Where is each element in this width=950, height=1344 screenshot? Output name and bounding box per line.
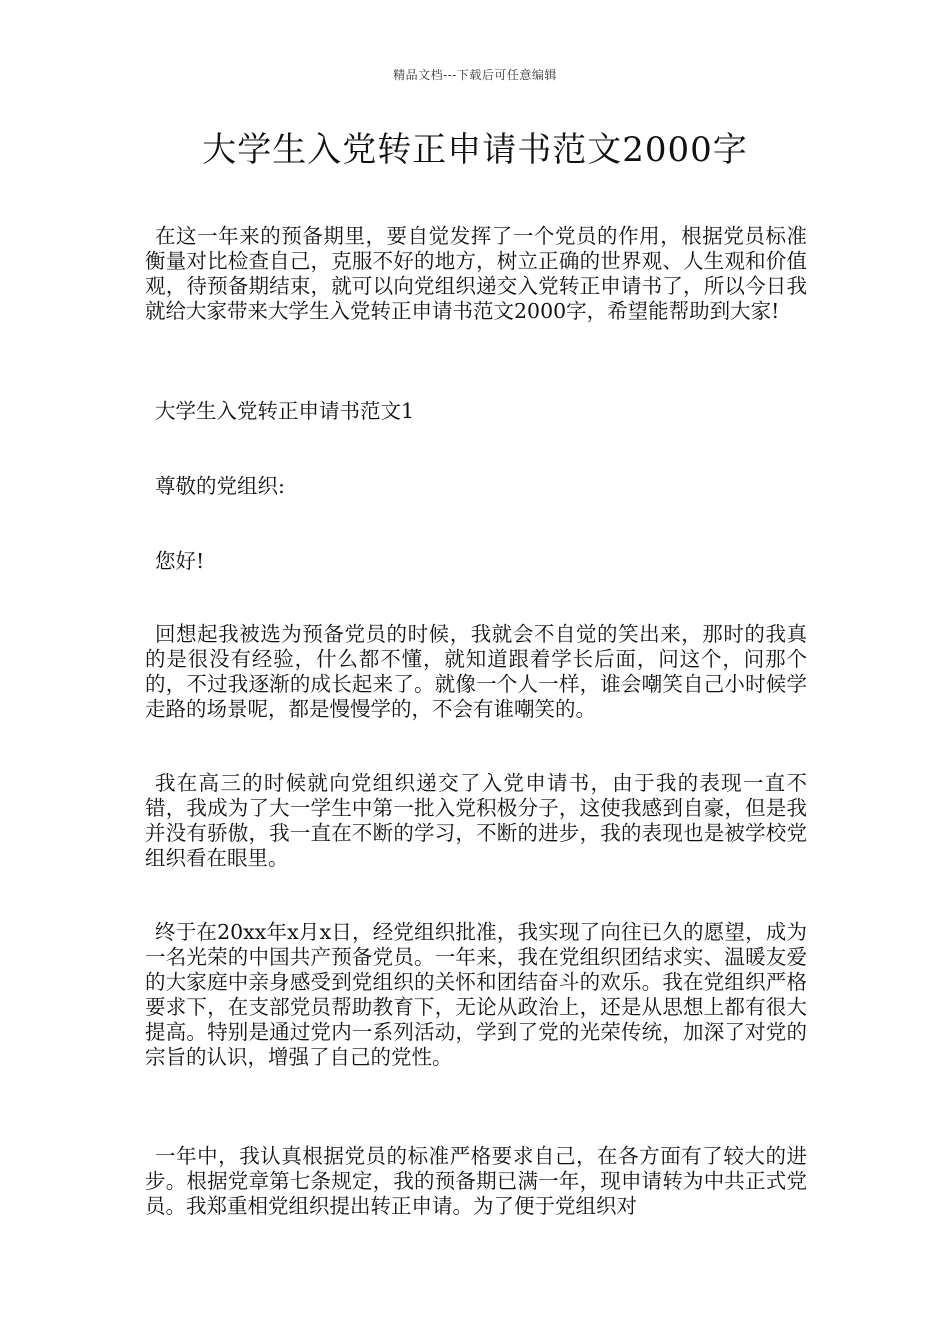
body-paragraph-3: 终于在20xx年x月x日，经党组织批准，我实现了向往已久的愿望，成为一名光荣的中国共产预备党员。一年来，我在党组织团结求实、温暖友爱的大家庭中亲身感受到党组织的关怀和团结奋斗的欢乐。我在党组织严格要求下，在支部党员帮助教育下，无论从政治上，还是从思想上都有很大提高。特别是通过党内一系列活动，学到了党的光荣传统，加深了对党的宗旨的认识，增强了自己的党性。 <box>145 920 807 1069</box>
salutation: 尊敬的党组织: <box>155 474 285 498</box>
body-paragraph-1: 回想起我被选为预备党员的时候，我就会不自觉的笑出来，那时的我真的是很没有经验，什么都不懂，就知道跟着学长后面，问这个，问那个的，不过我逐渐的成长起来了。就像一个人一样，谁会嘲笑自己小时候学走路的场景呢，都是慢慢学的，不会有谁嘲笑的。 <box>145 622 807 721</box>
greeting: 您好! <box>155 549 205 573</box>
document-title: 大学生入党转正申请书范文2000字 <box>202 130 748 170</box>
intro-paragraph: 在这一年来的预备期里，要自觉发挥了一个党员的作用，根据党员标准衡量对比检查自己，克服不好的地方，树立正确的世界观、人生观和价值观，待预备期结束，就可以向党组织递交入党转正申请书了，所以今日我就给大家带来大学生入党转正申请书范文2000字，希望能帮助到大家! <box>145 224 807 323</box>
header-note: 精品文档---下载后可任意编辑 <box>393 68 557 82</box>
section-heading: 大学生入党转正申请书范文1 <box>155 399 415 423</box>
body-paragraph-2: 我在高三的时候就向党组织递交了入党申请书，由于我的表现一直不错，我成为了大一学生中第一批入党积极分子，这使我感到自豪，但是我并没有骄傲，我一直在不断的学习，不断的进步，我的表现也是被学校党组织看在眼里。 <box>145 771 807 870</box>
body-paragraph-4: 一年中，我认真根据党员的标准严格要求自己，在各方面有了较大的进步。根据党章第七条规定，我的预备期已满一年，现申请转为中共正式党员。我郑重相党组织提出转正申请。为了便于党组织对 <box>145 1144 807 1218</box>
